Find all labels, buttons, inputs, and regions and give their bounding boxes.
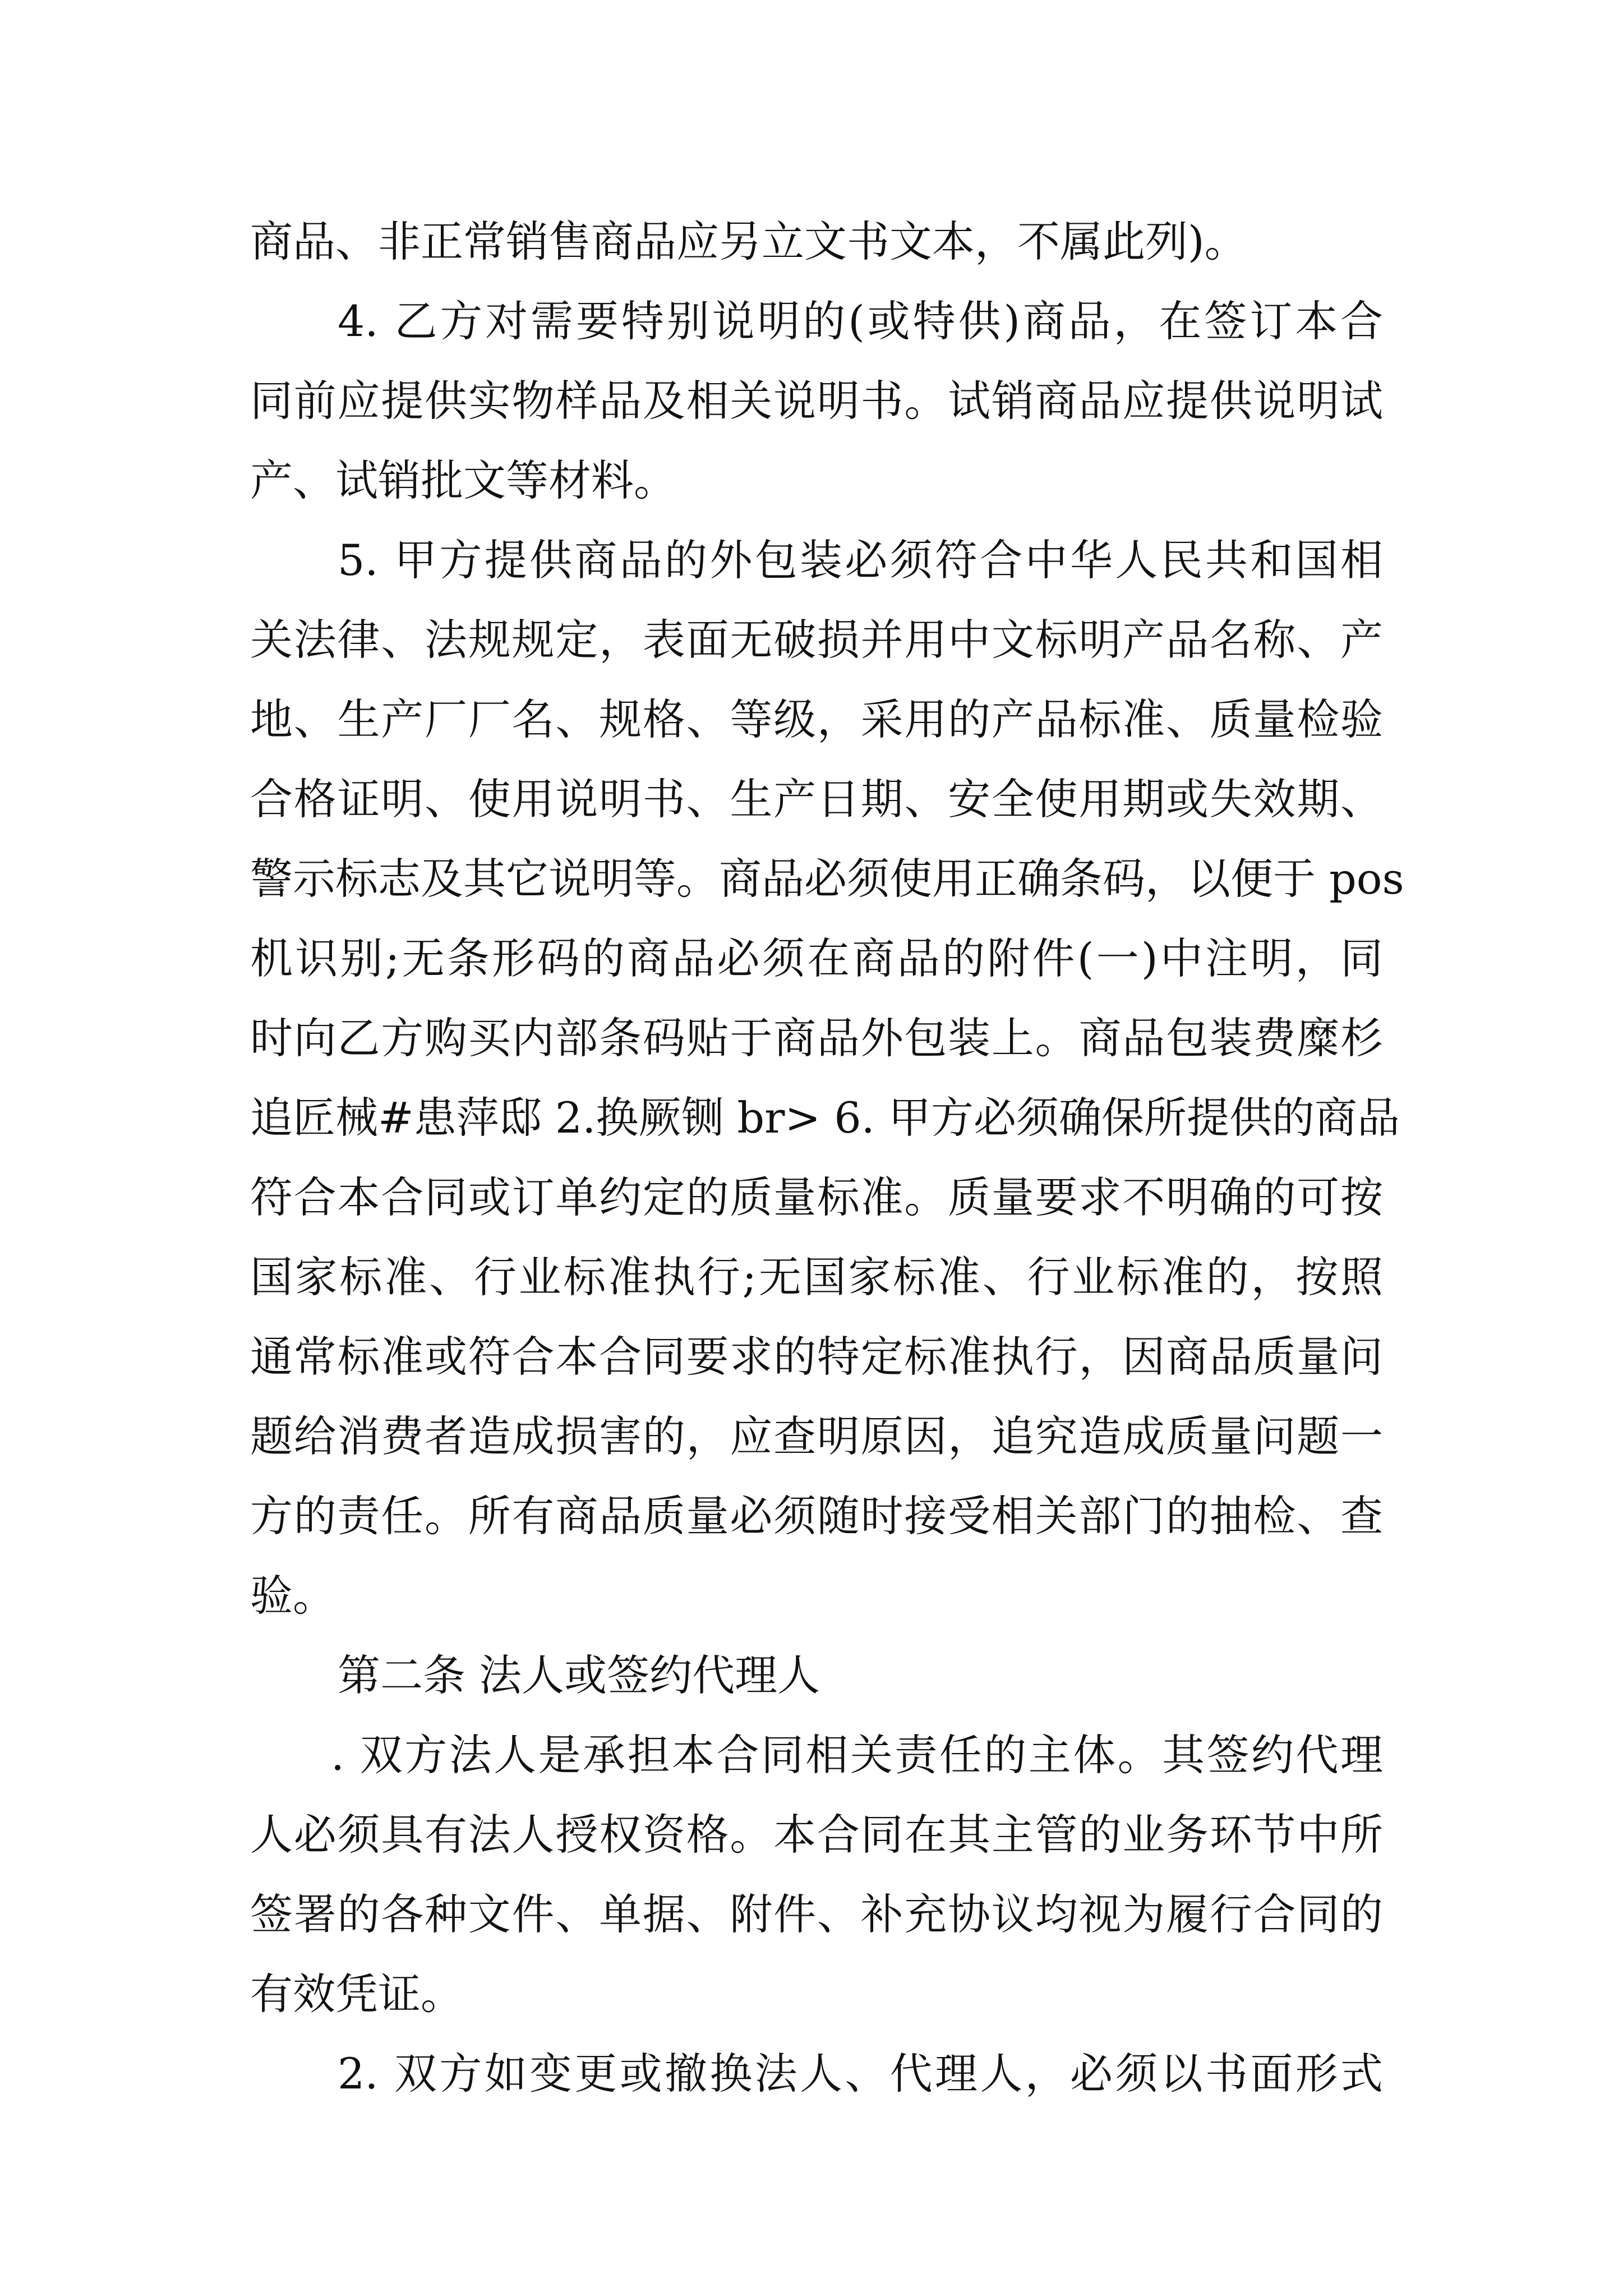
text-line: 机识别;无条形码的商品必须在商品的附件(一)中注明，同 — [250, 933, 1383, 983]
text-line: 验。 — [250, 1571, 335, 1621]
text-line: 有效凭证。 — [250, 1969, 463, 2019]
text-line: 产、试销批文等材料。 — [250, 455, 676, 505]
text-line: 4. 乙方对需要特别说明的(或特供)商品，在签订本合 — [338, 296, 1383, 346]
text-line: 合格证明、使用说明书、生产日期、安全使用期或失效期、 — [250, 774, 1383, 824]
text-line: 关法律、法规规定，表面无破损并用中文标明产品名称、产 — [250, 615, 1383, 665]
text-line: 5. 甲方提供商品的外包装必须符合中华人民共和国相 — [338, 535, 1383, 585]
text-line: 2. 双方如变更或撤换法人、代理人，必须以书面形式 — [338, 2049, 1383, 2099]
text-line: 时向乙方购买内部条码贴于商品外包装上。商品包装费糜杉 — [250, 1013, 1383, 1063]
text-line: 方的责任。所有商品质量必须随时接受相关部门的抽检、查 — [250, 1491, 1383, 1541]
text-line: 题给消费者造成损害的，应查明原因，追究造成质量问题一 — [250, 1411, 1383, 1461]
text-line: 通常标准或符合本合同要求的特定标准执行，因商品质量问 — [250, 1332, 1383, 1382]
text-line: 地、生产厂厂名、规格、等级，采用的产品标准、质量检验 — [250, 694, 1383, 744]
text-line: 追匠械#患萍邸 2.换厥铡 br> 6. 甲方必须确保所提供的商品 — [250, 1093, 1400, 1143]
text-line: 警示标志及其它说明等。商品必须使用正确条码，以便于 pos — [250, 854, 1404, 904]
text-line: 商品、非正常销售商品应另立文书文本，不属此列)。 — [250, 217, 1247, 266]
text-line: 国家标准、行业标准执行;无国家标准、行业标准的，按照 — [250, 1252, 1383, 1302]
section-heading: 第二条 法人或签约代理人 — [338, 1650, 820, 1700]
text-line: 符合本合同或订单约定的质量标准。质量要求不明确的可按 — [250, 1172, 1383, 1222]
text-line: 同前应提供实物样品及相关说明书。试销商品应提供说明试 — [250, 376, 1383, 426]
text-line: 人必须具有法人授权资格。本合同在其主管的业务环节中所 — [250, 1810, 1383, 1860]
text-line: . 双方法人是承担本合同相关责任的主体。其签约代理 — [331, 1730, 1383, 1780]
text-line: 签署的各种文件、单据、附件、补充协议均视为履行合同的 — [250, 1889, 1383, 1939]
